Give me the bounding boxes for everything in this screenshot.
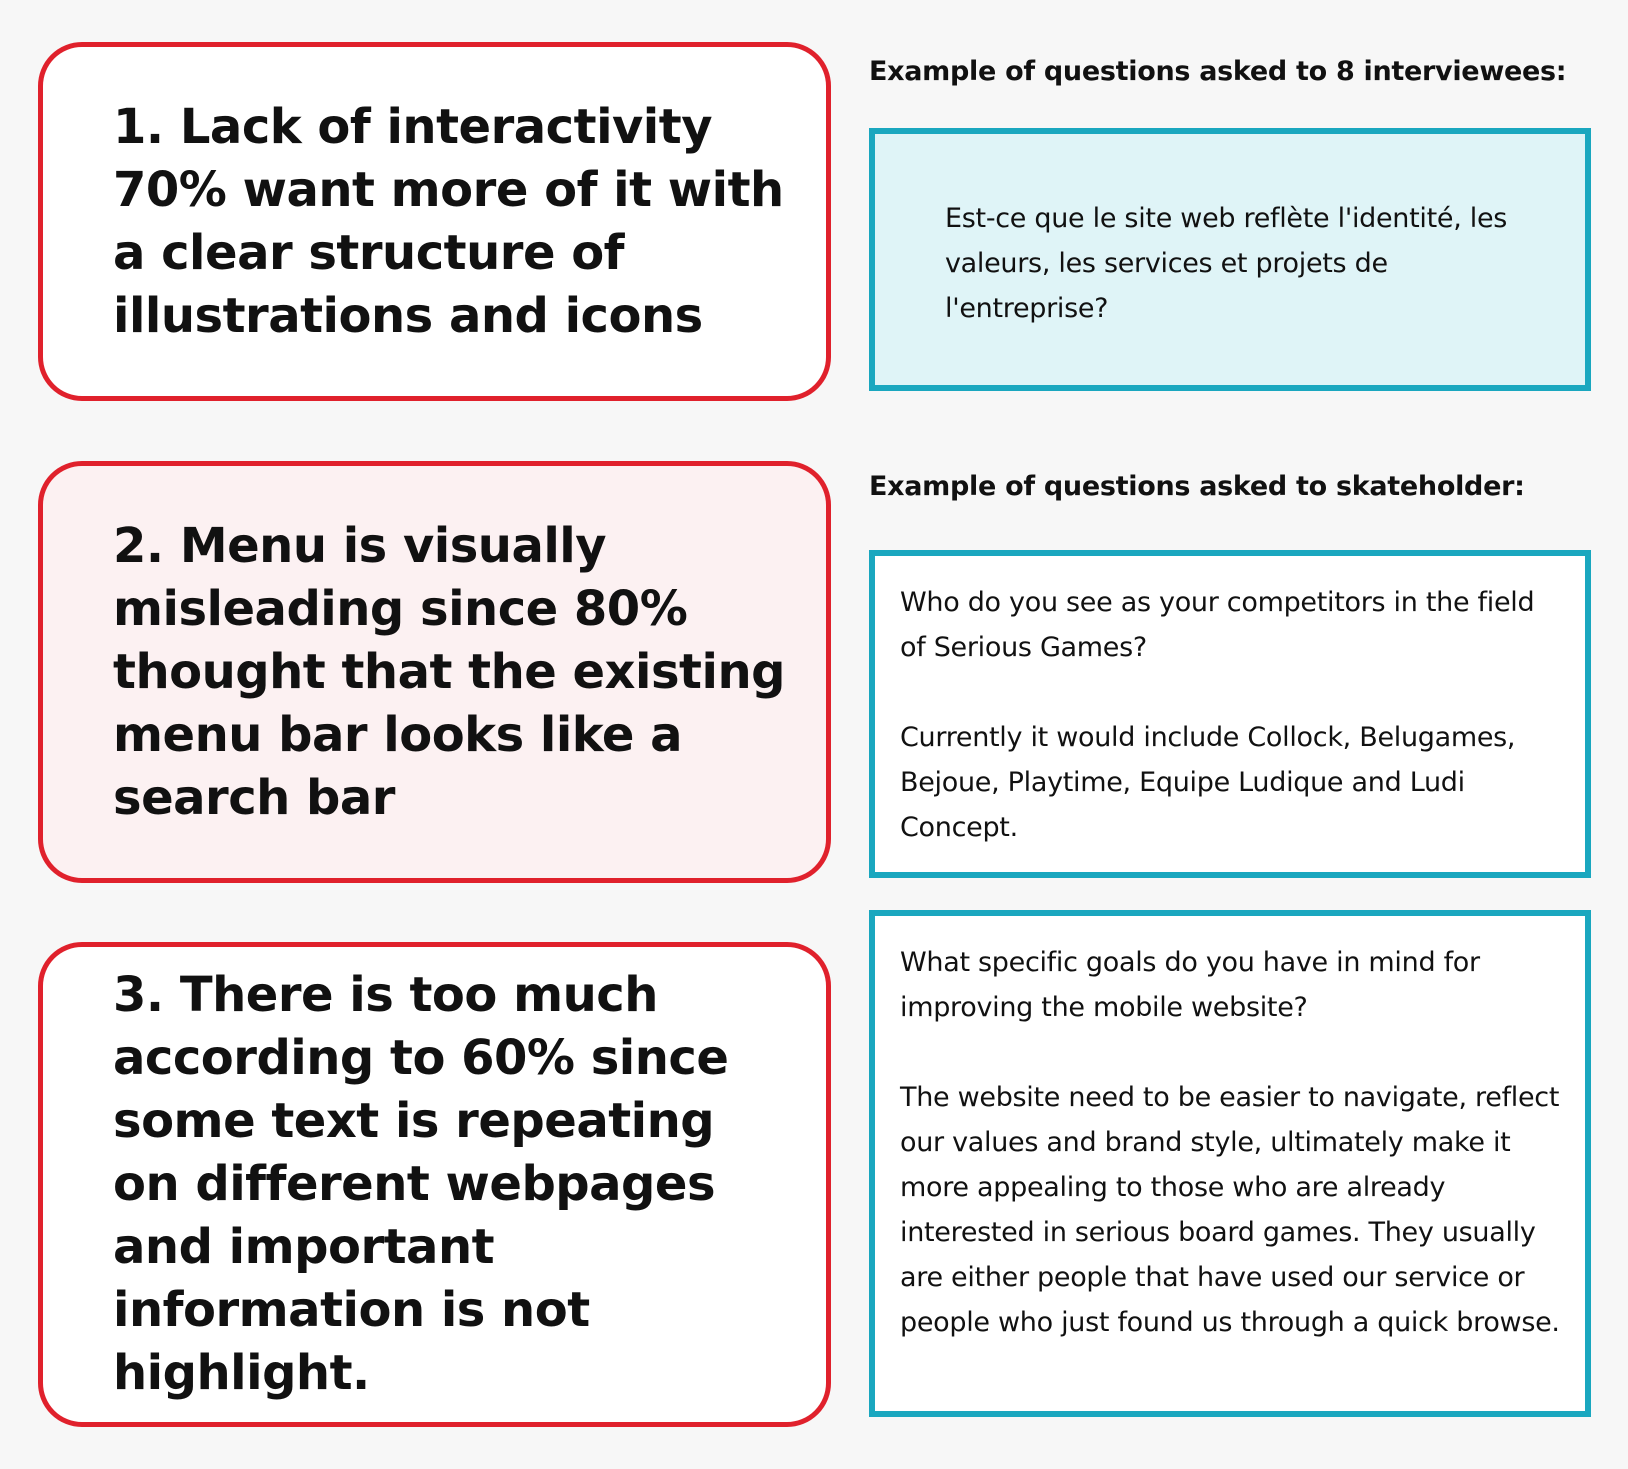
stakeholder-qa-box-2 bbox=[869, 910, 1591, 1417]
stakeholder-answer: Currently it would include Collock, Belugames, Bejoue, Playtime, Equipe Ludique and Ludi Concept. bbox=[900, 722, 1516, 843]
interviewee-question: Est-ce que le site web reflète l'identité, les valeurs, les services et projets de l'entreprise? bbox=[945, 203, 1508, 324]
finding-card-1 bbox=[38, 42, 831, 401]
finding-card-2 bbox=[38, 461, 831, 883]
stakeholder-question: Who do you see as your competitors in the field of Serious Games? bbox=[900, 587, 1535, 663]
interviewees-heading: Example of questions asked to 8 interviewees: bbox=[869, 56, 1567, 87]
stakeholder-answer: The website need to be easier to navigate, reflect our values and brand style, ultimately make it more appealing to those who are already interested in serious board games. They usually are either people that have used our service or people who just found us through a quick browse. bbox=[900, 1082, 1560, 1338]
stakeholder-question: What specific goals do you have in mind for improving the mobile website? bbox=[900, 947, 1480, 1023]
interviewee-question-box bbox=[869, 128, 1591, 391]
stakeholder-heading: Example of questions asked to skateholder: bbox=[869, 471, 1525, 502]
finding-text: 2. Menu is visually misleading since 80% thought that the existing menu bar looks like a search bar bbox=[113, 517, 785, 826]
finding-text: 1. Lack of interactivity 70% want more of it with a clear structure of illustrations and icons bbox=[113, 98, 784, 344]
finding-card-3 bbox=[38, 942, 831, 1427]
finding-text: 3. There is too much according to 60% since some text is repeating on different webpages and important information is not highlight. bbox=[113, 967, 729, 1401]
stakeholder-qa-box-1 bbox=[869, 550, 1591, 878]
